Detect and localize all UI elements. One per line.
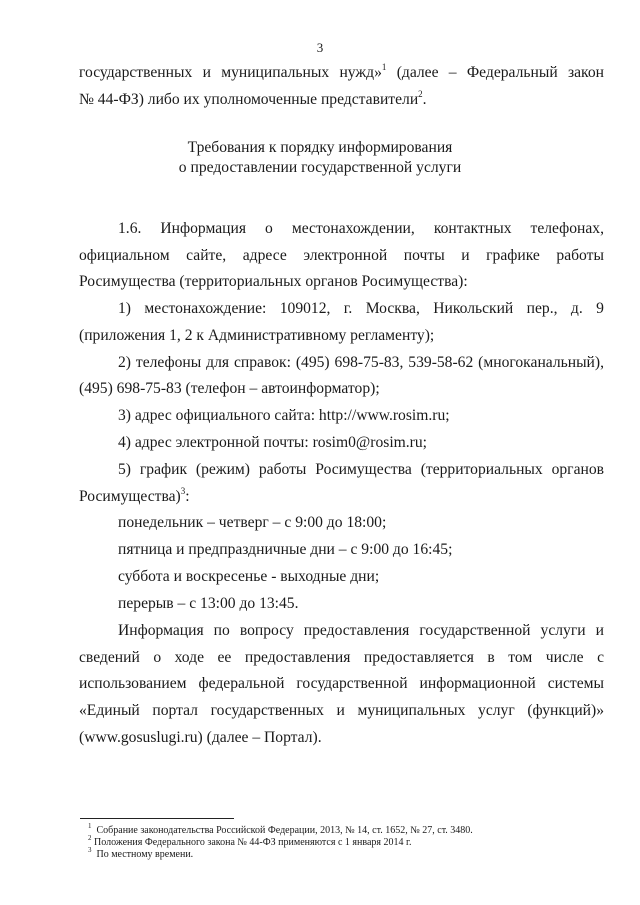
word: числе [545,649,584,666]
word: для [206,354,230,371]
word: работы [258,461,307,478]
word: местонахождении, [291,220,415,237]
item5-line-2 [79,487,190,507]
word: электронной [303,247,388,264]
footnote-number: 2 [88,833,92,842]
intro-line-2-text: № 44-ФЗ) либо их уполномоченные представители [79,91,419,108]
footnote-text: Положения Федерального закона № 44-ФЗ применяются с 1 января 2014 г. [94,837,412,848]
word: и [461,247,470,264]
item5-line-1 [118,460,604,480]
schedule-line: пятница и предпраздничные дни – с 9:00 до 16:45; [118,541,453,558]
word: (функций)» [527,702,604,719]
portal-para-line-4 [79,701,604,721]
intro-line-1 [79,63,604,83]
word: государственных [79,64,193,81]
word: нужд»$^1$ [339,61,387,81]
word: телефоны [135,354,202,371]
p16-line-1 [118,219,604,239]
word: и [202,64,211,81]
item5-line-2-end: : [185,488,190,505]
word: (территориальных [420,461,543,478]
word: д. [570,300,583,317]
word: использованием [79,675,187,692]
word: Федеральный [466,64,558,81]
word: муниципальных [357,702,466,719]
word: по [213,622,230,639]
word: «Единый [79,702,140,719]
schedule-line: суббота и воскресенье - выходные дни; [118,568,380,585]
word: пер., [526,300,558,317]
word: сайте, [186,247,227,264]
word: график [139,461,188,478]
page-number: 3 [316,40,324,55]
word: и [595,622,604,639]
word: телефонах, [530,220,604,237]
footnote-number: 3 [88,845,92,854]
section-heading-line-2: о предоставлении государственной услуги [178,159,462,176]
portal-para-line-5: (www.gosuslugi.ru) (далее – Портал). [79,729,322,746]
word: 1.6. [118,220,142,237]
word: о [153,649,162,666]
word: адресе [242,247,287,264]
footnote-1 [88,821,473,837]
intro-line-2 [79,90,427,110]
footnote-separator [80,818,234,819]
word: государственной [419,622,531,639]
item2-line-2: (495) 698-75-83 (телефон – автоинформатор); [79,380,380,397]
word: 5) [118,461,131,478]
word: официальном [79,247,170,264]
word: ее [217,649,232,666]
item1-line-2: (приложения 1, 2 к Административному регламенту); [79,327,435,344]
footnote-3 [88,845,194,861]
word: Информация [118,622,204,639]
p16-line-2 [79,246,604,266]
word: графике [486,247,540,264]
word: 9 [596,300,604,317]
footnote-ref-3: 3 [180,485,186,496]
item5-line-2-text: Росимущества) [79,488,181,505]
portal-para-line-1 [118,621,604,641]
word: 539-58-62 [408,354,474,371]
word: (многоканальный), [478,354,604,371]
footnote-ref-2: 2 [418,88,423,99]
schedule-line: перерыв – с 13:00 до 13:45. [118,595,299,612]
word: системы [547,675,604,692]
word: 1) [118,300,131,317]
word: о [265,220,273,237]
word: справок: [233,354,291,371]
word: услуг [478,702,515,719]
word: том [508,649,533,666]
footnote-2 [88,833,412,849]
word: органов [551,461,604,478]
word: портал [152,702,198,719]
item2-line-1 [118,353,604,373]
word: в [487,649,495,666]
word: закон [567,64,604,81]
word: 2) [118,354,131,371]
word: Москва, [365,300,420,317]
word: (режим) [195,461,250,478]
word: муниципальных [221,64,330,81]
word: услуги [540,622,586,639]
word: работы [556,247,604,264]
word: почты [403,247,445,264]
word: государственной [296,675,408,692]
word: вопросу [239,622,294,639]
portal-para-line-3 [79,674,604,694]
word: Никольский [433,300,514,317]
schedule-line: понедельник – четверг – с 9:00 до 18:00; [118,514,387,531]
word: 109012, [279,300,331,317]
word: ходе [174,649,205,666]
word: 698-75-83, [334,354,404,371]
word: – [448,64,457,81]
footnote-number: 1 [88,821,92,830]
word: предоставляется [363,649,474,666]
section-heading-line-1: Требования к порядку информирования [187,139,453,156]
footnote-text: Собрание законодательства Российской Федерации, 2013, № 14, ст. 1652, № 27, ст. 3480. [96,825,473,836]
word: федеральной [198,675,285,692]
portal-para-line-2 [79,648,604,668]
item4-line: 4) адрес электронной почты: rosim0@rosim.ru; [118,434,428,451]
footnote-text: По местному времени. [96,849,194,860]
word: (495) [295,354,330,371]
intro-line-2-end: . [422,91,427,108]
word: контактных [433,220,512,237]
word: государственных [210,702,324,719]
word: предоставления [244,649,351,666]
word: и [336,702,345,719]
word: (далее [396,64,439,81]
p16-line-3: Росимущества (территориальных органов Росимущества): [79,273,468,290]
word: предоставления [303,622,410,639]
word: местонахождение: [144,300,267,317]
item1-line-1 [118,299,604,319]
word: г. [343,300,353,317]
word: Росимущества [315,461,412,478]
word: сведений [79,649,140,666]
word: с [597,649,604,666]
footnote-ref-1: 1 [381,61,387,72]
word: информационной [419,675,536,692]
item3-line: 3) адрес официального сайта: http://www.rosim.ru; [118,407,450,424]
word: Информация [160,220,247,237]
